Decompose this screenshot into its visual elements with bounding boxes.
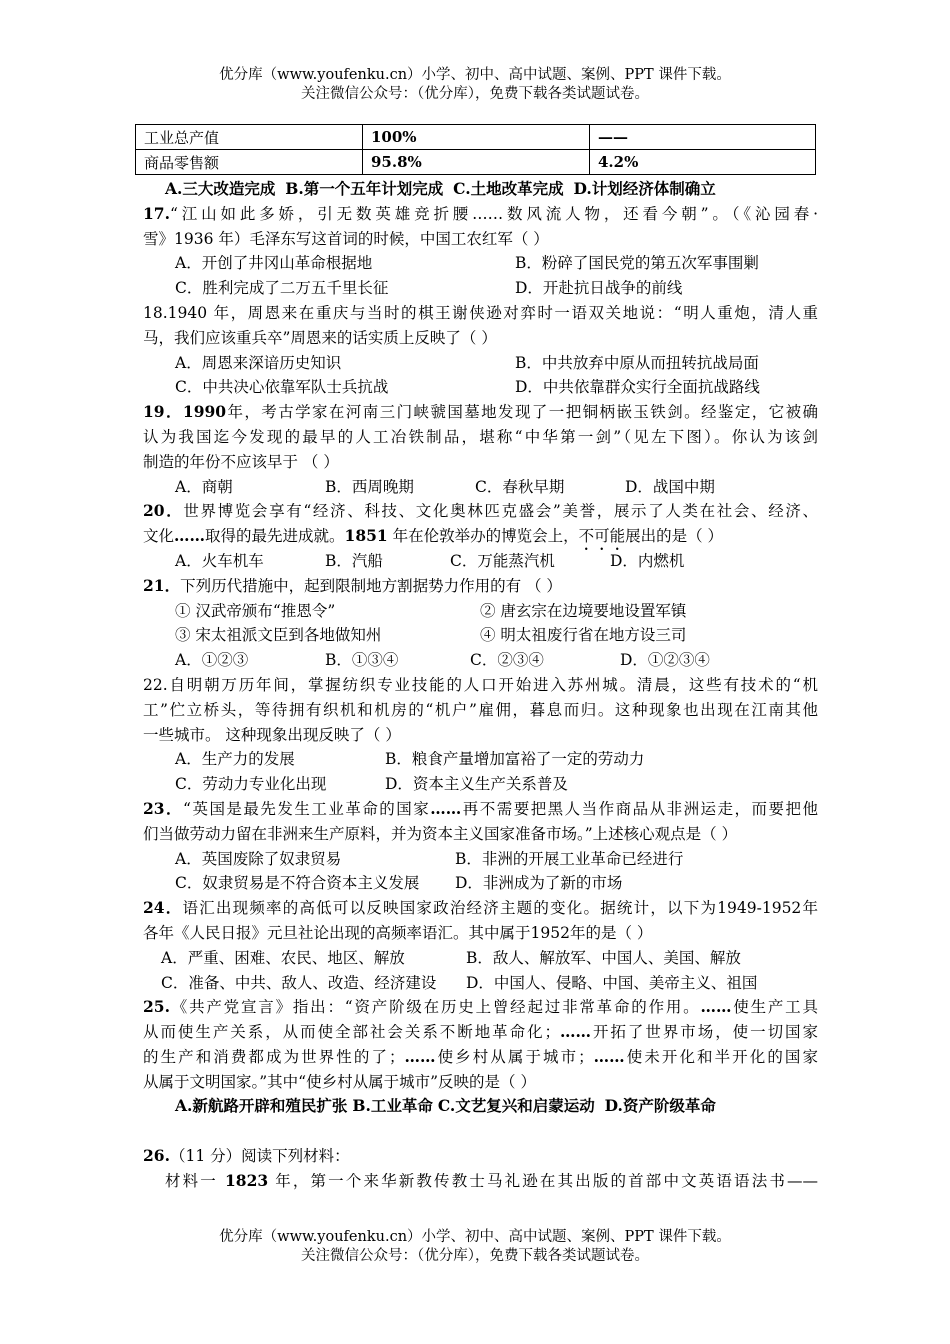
statistics-table — [135, 124, 816, 175]
question-text: 再不需要把黑人当作商品从非洲运走，而要把他 — [461, 799, 818, 818]
option: B.工业革命 — [352, 1096, 433, 1116]
question-text: 从而使生产关系，从而使全部社会关系不断地革命化； — [143, 1023, 561, 1042]
option: D．战国中期 — [625, 477, 715, 496]
option: D．①②③④ — [620, 651, 710, 670]
q26-stem — [143, 1144, 818, 1169]
q20-stem-cont — [143, 524, 818, 549]
question-text: 《共产党宣言》指出：“资产阶级在历史上曾经起过非常革命的作用。 — [169, 998, 701, 1017]
q24-stem — [143, 896, 818, 921]
option: D．资本主义生产关系普及 — [385, 775, 568, 794]
option: A.三大改造完成 — [165, 179, 276, 198]
q24-options-row2 — [143, 971, 818, 996]
ellipsis: …… — [404, 1046, 436, 1066]
q21-options — [143, 648, 818, 673]
q18-stem — [143, 301, 818, 326]
ellipsis: …… — [700, 997, 732, 1017]
q24-stem-cont: 各年《人民日报》元旦社论出现的高频率语汇。其中属于1952年的是（ ） — [143, 923, 653, 942]
option: D．内燃机 — [610, 551, 685, 570]
option: D．中共依靠群众实行全面抗战路线 — [515, 378, 760, 397]
question-text: “英国是最先发生工业革命的国家 — [183, 799, 431, 818]
q19-stem-cont: 认为我国迄今发现的最早的人工冶铁制品，堪称“中华第一剑”（见左下图）。你认为该剑 — [143, 427, 818, 446]
option: A．开创了井冈山革命根据地 — [175, 254, 373, 273]
emphasized-text: 不可能 — [578, 527, 626, 546]
question-text: 使未开化和半开化的国家 — [624, 1047, 818, 1066]
q17-options-row1 — [143, 251, 818, 276]
list-item: ③ 宋太祖派文臣到各地做知州 — [175, 626, 382, 645]
question-number: 26. — [143, 1146, 170, 1166]
table-cell: 商品零售额 — [136, 150, 363, 175]
option: B．敌人、解放军、中国人、美国、解放 — [466, 948, 741, 967]
option: B.第一个五年计划完成 — [285, 179, 444, 198]
question-text: 年，考古学家在河南三门峡虢国墓地发现了一把铜柄嵌玉铁剑。经鉴定，它被确 — [226, 403, 818, 422]
q23-stem — [143, 797, 818, 822]
q20-stem — [143, 499, 818, 524]
question-number: 20． — [143, 501, 184, 521]
option: B．粮食产量增加富裕了一定的劳动力 — [385, 750, 645, 769]
option: D.资产阶级革命 — [604, 1096, 716, 1116]
option: B．非洲的开展工业革命已经进行 — [455, 849, 684, 868]
header-line-1: 优分库（www.youfenku.cn）小学、初中、高中试题、案例、PPT 课件下载。 — [219, 67, 731, 83]
option: B．汽船 — [325, 551, 383, 570]
option: A．周恩来深谙历史知识 — [175, 353, 342, 372]
question-number: 24． — [143, 898, 183, 918]
footer-line-2: 关注微信公众号：（优分库），免费下载各类试题试卷。 — [301, 1248, 649, 1264]
q21-stem — [143, 574, 818, 599]
material-text: 年，第一个来华新教传教士马礼逊在其出版的首部中文英语语法书—— — [268, 1171, 818, 1190]
question-text: 使乡村从属于城市； — [435, 1047, 594, 1066]
question-number: 22. — [143, 675, 168, 694]
question-text: 使生产工具 — [731, 998, 818, 1017]
q23-options-row1 — [143, 847, 818, 872]
year: 1990 — [182, 402, 227, 422]
option: C.文艺复兴和启蒙运动 — [437, 1096, 595, 1116]
page-footer — [0, 1228, 950, 1266]
q25-stem-cont — [143, 1020, 818, 1045]
q23-options-row2 — [143, 871, 818, 896]
option: C．准备、中共、敌人、改造、经济建设 — [161, 973, 437, 992]
spacer — [143, 1119, 818, 1144]
q19-options — [143, 475, 818, 500]
material-label: 材料一 — [165, 1171, 226, 1190]
q18-options-row2 — [143, 375, 818, 400]
question-text: 1940 年，周恩来在重庆与当时的棋王谢侠逊对弈时一语双关地说：“明人重炮，清人重 — [167, 303, 818, 322]
q22-options-row2 — [143, 772, 818, 797]
q22-options-row1 — [143, 747, 818, 772]
q19-stem-cont2: 制造的年份不应该早于 （ ） — [143, 452, 339, 471]
option: D.计划经济体制确立 — [573, 179, 716, 198]
text: 年在伦敦举办的博览会上， — [387, 527, 579, 546]
question-text: 开拓了世界市场，使一切国家 — [591, 1023, 818, 1042]
question-text: 的生产和消费都成为世界性的了； — [143, 1047, 405, 1066]
option: C.土地改革完成 — [453, 179, 564, 198]
option: B．①③④ — [325, 651, 399, 670]
question-text: 世界博览会享有“经济、科技、文化奥林匹克盛会”美誉，展示了人类在社会、经济、 — [183, 502, 818, 521]
q19-stem — [143, 400, 818, 425]
year: 1851 — [344, 526, 388, 546]
q17-stem — [143, 202, 818, 227]
q24-options-row1 — [143, 946, 818, 971]
question-number: 21． — [143, 575, 181, 595]
option: D．非洲成为了新的市场 — [455, 874, 623, 893]
q25-stem-cont3: 从属于文明国家。”其中“使乡村从属于城市”反映的是（ ） — [143, 1072, 536, 1091]
option: C．春秋早期 — [475, 477, 565, 496]
ellipsis: …… — [430, 798, 462, 818]
question-number: 23． — [143, 798, 184, 818]
option: D．中国人、侵略、中国、美帝主义、祖国 — [466, 973, 758, 992]
option: C．劳动力专业化出现 — [175, 775, 327, 794]
question-text: 语汇出现频率的高低可以反映国家政治经济主题的变化。据统计，以下为1949-1952年 — [182, 899, 818, 918]
ellipsis: …… — [593, 1046, 625, 1066]
option: B．中共放弃中原从而扭转抗战局面 — [515, 353, 759, 372]
list-item: ② 唐玄宗在边境要地设置军镇 — [480, 601, 687, 620]
q23-stem-cont: 们当做劳动力留在非洲来生产原料，并为资本主义国家准备市场。”上述核心观点是（ ） — [143, 824, 738, 843]
q25-options — [143, 1094, 818, 1119]
question-list — [143, 177, 818, 1194]
question-text: 自明朝万历年间，掌握纺织专业技能的人口开始进入苏州城。清晨，这些有技术的“机 — [167, 675, 818, 694]
q22-stem — [143, 673, 818, 698]
list-item: ④ 明太祖废行省在地方设三司 — [480, 626, 687, 645]
question-number: 17. — [143, 203, 170, 223]
question-text: 阅读下列材料： — [241, 1147, 350, 1166]
list-item: ① 汉武帝颁布“推恩令” — [175, 601, 336, 620]
q26-material-1 — [143, 1169, 818, 1194]
table-cell: 工业总产值 — [136, 125, 363, 150]
option: C．万能蒸汽机 — [450, 551, 555, 570]
q18-stem-cont: 马，我们应该重兵卒”周恩来的话实质上反映了（ ） — [143, 328, 497, 347]
question-number: 25. — [143, 997, 170, 1017]
table-cell: 100% — [363, 125, 590, 150]
q22-stem-cont: 工”伫立桥头，等待拥有织机和机房的“机户”雇佣，暮息而归。这种现象也出现在江南其他 — [143, 700, 818, 719]
option: C．中共决心依靠军队士兵抗战 — [175, 378, 389, 397]
year: 1823 — [225, 1170, 269, 1190]
option: A．严重、困难、农民、地区、解放 — [161, 948, 405, 967]
table-cell: —— — [590, 125, 816, 150]
q20-options — [143, 549, 818, 574]
question-text: “江山如此多娇，引无数英雄竞折腰……数风流人物，还看今朝”。（《沁园春· — [169, 204, 818, 223]
text: 文化 — [143, 527, 175, 546]
option: C．②③④ — [470, 651, 544, 670]
option: D．开赴抗日战争的前线 — [515, 279, 683, 298]
q17-stem-cont: 雪》1936 年）毛泽东写这首词的时候，中国工农红军（ ） — [143, 229, 549, 248]
option: A．英国废除了奴隶贸易 — [175, 849, 342, 868]
footer-line-1: 优分库（www.youfenku.cn）小学、初中、高中试题、案例、PPT 课件下载。 — [219, 1229, 731, 1245]
q21-items-row1 — [143, 599, 818, 624]
q25-stem-cont2 — [143, 1045, 818, 1070]
ellipsis: …… — [560, 1022, 592, 1042]
q21-items-row2 — [143, 623, 818, 648]
option: B．粉碎了国民党的第五次军事围剿 — [515, 254, 759, 273]
q17-options-row2 — [143, 276, 818, 301]
table-cell: 95.8% — [363, 150, 590, 175]
option: B．西周晚期 — [325, 477, 414, 496]
table-row — [136, 150, 816, 175]
score: （11 分） — [169, 1147, 242, 1166]
ellipsis: …… — [174, 526, 206, 546]
option: C．胜利完成了二万五千里长征 — [175, 279, 389, 298]
q18-options-row1 — [143, 351, 818, 376]
header-line-2: 关注微信公众号：（优分库），免费下载各类试题试卷。 — [301, 86, 649, 102]
option: A.新航路开辟和殖民扩张 — [175, 1096, 348, 1116]
table-row — [136, 125, 816, 150]
table-cell: 4.2% — [590, 150, 816, 175]
option: A．①②③ — [175, 651, 249, 670]
text: 展出的是（ ） — [625, 527, 724, 546]
page-header — [0, 66, 950, 104]
option: A．火车机车 — [175, 551, 264, 570]
q22-stem-cont2: 一些城市。 这种现象出现反映了（ ） — [143, 725, 401, 744]
q16-options — [143, 177, 818, 202]
option: A．生产力的发展 — [175, 750, 295, 769]
option: A．商朝 — [175, 477, 233, 496]
text: 取得的最先进成就。 — [205, 527, 345, 546]
q25-stem — [143, 995, 818, 1020]
question-number: 19． — [143, 402, 183, 422]
question-text: 下列历代措施中，起到限制地方割据势力作用的有 （ ） — [180, 576, 562, 595]
question-number: 18. — [143, 303, 168, 322]
option: C．奴隶贸易是不符合资本主义发展 — [175, 874, 420, 893]
